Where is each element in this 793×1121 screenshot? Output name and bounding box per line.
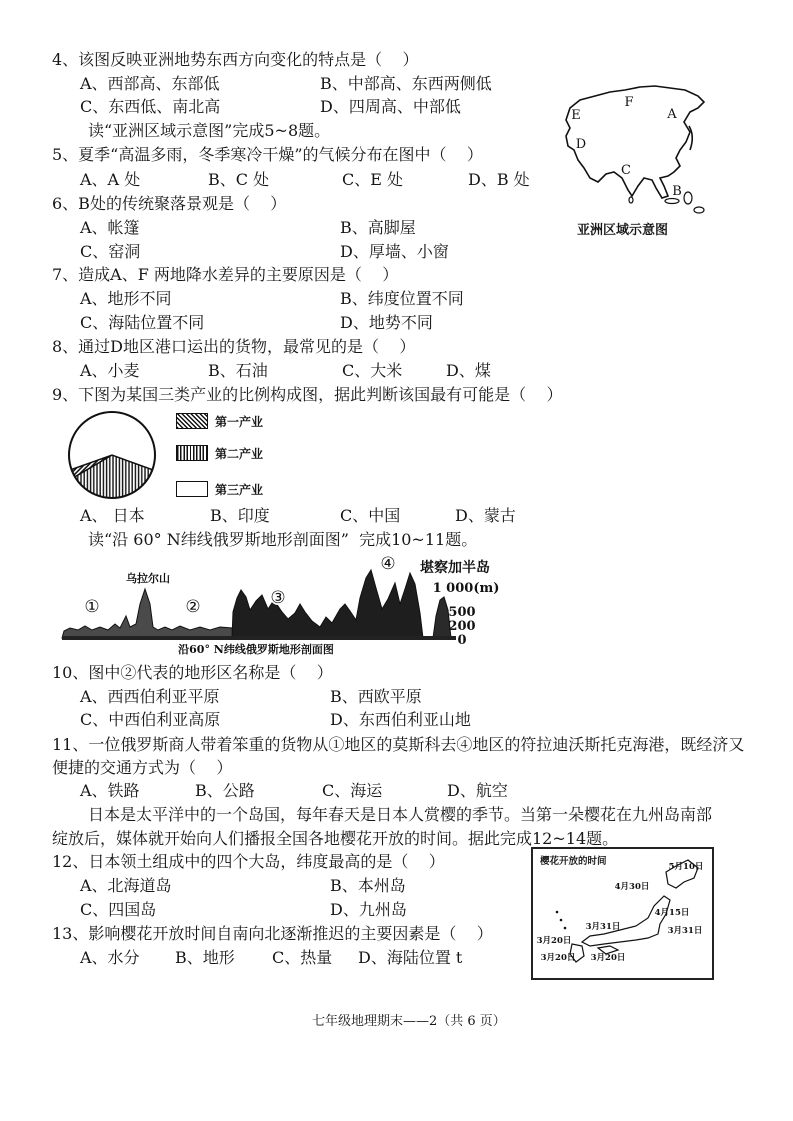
legend-swatch-secondary: [176, 445, 208, 461]
asia-map: [560, 80, 710, 220]
q13-stem: 13、影响樱花开放时间自南向北逐渐推迟的主要因素是（ ）: [52, 924, 493, 943]
profile-terrain-east: [232, 570, 423, 638]
q5-option-c: C、E 处: [342, 170, 404, 189]
q9-option-b: B、印度: [210, 506, 270, 525]
russia-profile-figure: [55, 548, 500, 662]
date-label: 3月20日: [590, 953, 626, 963]
q6-option-d: D、厚墙、小窗: [340, 242, 449, 261]
q12-stem: 12、日本领土组成中的四个大岛，纬度最高的是（ ）: [52, 852, 445, 871]
q6-option-b: B、高脚屋: [340, 218, 416, 237]
intro-10-11: 读“沿 60° N纬线俄罗斯地形剖面图” 完成10~11题。: [88, 530, 478, 549]
q11-option-c: C、海运: [322, 781, 383, 800]
date-label: 3月31日: [667, 926, 703, 936]
sri-lanka-shape: [629, 197, 633, 203]
legend-label-tertiary: 第三产业: [215, 483, 264, 497]
q12-option-c: C、四国岛: [80, 900, 157, 919]
q11-option-d: D、航空: [447, 781, 508, 800]
q12-option-d: D、九州岛: [330, 900, 407, 919]
q13-option-a: A、水分: [80, 948, 140, 967]
asia-outline: [566, 86, 704, 198]
date-label: 3月20日: [540, 953, 576, 963]
asia-label-c: C: [621, 163, 631, 178]
date-label: 3月20日: [536, 936, 572, 946]
q11-stem: 11、一位俄罗斯商人带着笨重的货物从①地区的莫斯科去④地区的符拉迪沃斯托克海港，既经济又: [52, 735, 745, 754]
q12-option-b: B、本州岛: [330, 876, 406, 895]
profile-baseline: [62, 636, 456, 640]
scale-label-1000: 1 000(m): [432, 581, 500, 596]
intro-5-8: 读“亚洲区域示意图”完成5~8题。: [88, 121, 331, 140]
q11-option-b: B、公路: [195, 781, 255, 800]
kamchatka-label: 堪察加半岛: [420, 560, 490, 576]
scale-label-500: 500: [448, 605, 476, 620]
q7-stem: 7、造成A、F 两地降水差异的主要原因是（ ）: [52, 265, 399, 284]
q11-stem-continued: 便捷的交通方式为（ ）: [52, 758, 233, 777]
legend-label-primary: 第一产业: [215, 415, 264, 429]
small-island-dot: [564, 927, 567, 930]
asia-label-f: F: [624, 95, 634, 110]
legend-swatch-tertiary: [176, 481, 208, 497]
asia-label-d: D: [575, 137, 587, 152]
q5-option-b: B、C 处: [208, 170, 270, 189]
passage-line-1: 日本是太平洋中的一个岛国，每年春天是日本人赏樱的季节。当第一朵樱花在九州岛南部: [88, 805, 713, 824]
profile-marker-3: ③: [270, 588, 286, 608]
q11-option-a: A、铁路: [80, 781, 140, 800]
q4-option-a: A、西部高、东部低: [80, 74, 220, 93]
ural-mountains-label: 乌拉尔山: [126, 572, 170, 585]
q12-option-a: A、北海道岛: [80, 876, 172, 895]
island-shape: [665, 199, 679, 204]
q10-option-a: A、西西伯利亚平原: [80, 687, 220, 706]
small-island-dot: [560, 919, 563, 922]
q10-option-d: D、东西伯利亚山地: [330, 710, 471, 729]
asia-label-b: B: [672, 184, 682, 199]
q9-option-c: C、中国: [340, 506, 401, 525]
q8-option-c: C、大米: [342, 361, 403, 380]
q10-stem: 10、图中②代表的地形区名称是（ ）: [52, 663, 333, 682]
small-island-dot: [556, 911, 559, 914]
q13-option-c: C、热量: [272, 948, 333, 967]
date-label: 4月15日: [654, 908, 690, 918]
q9-option-a: A、 日本: [80, 506, 145, 525]
q5-option-a: A、A 处: [80, 170, 141, 189]
passage-line-2: 绽放后，媒体就开始向人们播报全国各地樱花开放的时间。据此完成12~14题。: [52, 829, 619, 848]
page-footer: 七年级地理期末——2（共 6 页）: [312, 1014, 506, 1029]
q4-stem: 4、该图反映亚洲地势东西方向变化的特点是（ ）: [52, 50, 419, 69]
island-shape: [684, 192, 692, 204]
q6-option-c: C、窑洞: [80, 242, 141, 261]
q8-option-b: B、石油: [208, 361, 268, 380]
q7-option-c: C、海陆位置不同: [80, 313, 205, 332]
q6-option-a: A、帐篷: [80, 218, 140, 237]
q5-stem: 5、夏季“高温多雨，冬季寒冷干燥”的气候分布在图中（ ）: [52, 145, 483, 164]
q10-option-b: B、西欧平原: [330, 687, 422, 706]
q13-option-d: D、海陆位置 t: [358, 948, 463, 967]
asia-map-caption: 亚洲区域示意图: [577, 223, 669, 238]
japan-map-title: 樱花开放的时间: [540, 856, 607, 867]
q5-option-d: D、B 处: [468, 170, 530, 189]
scale-label-0: 0: [457, 633, 467, 648]
q7-option-a: A、地形不同: [80, 289, 172, 308]
q13-option-b: B、地形: [175, 948, 235, 967]
date-label: 3月31日: [585, 922, 621, 932]
profile-marker-4: ④: [380, 554, 396, 574]
profile-marker-2: ②: [185, 597, 201, 617]
q4-option-b: B、中部高、东西两侧低: [320, 74, 492, 93]
scale-label-200: 200: [448, 619, 476, 634]
legend-label-secondary: 第二产业: [215, 447, 264, 461]
date-label: 5月10日: [668, 862, 704, 872]
q6-stem: 6、B处的传统聚落景观是（ ）: [52, 194, 287, 213]
q7-option-b: B、纬度位置不同: [340, 289, 464, 308]
industry-pie-chart: [66, 409, 160, 503]
profile-caption: 沿60° N纬线俄罗斯地形剖面图: [178, 643, 334, 656]
q9-option-d: D、蒙古: [455, 506, 516, 525]
island-shape: [694, 207, 704, 213]
q8-option-d: D、煤: [446, 361, 491, 380]
legend-swatch-primary: [176, 413, 208, 429]
profile-marker-1: ①: [84, 597, 100, 617]
q8-option-a: A、小麦: [80, 361, 140, 380]
asia-label-a: A: [667, 107, 677, 122]
q9-stem: 9、下图为某国三类产业的比例构成图，据此判断该国最有可能是（ ）: [52, 385, 563, 404]
q10-option-c: C、中西伯利亚高原: [80, 710, 221, 729]
q4-option-d: D、四周高、中部低: [320, 97, 461, 116]
asia-label-e: E: [571, 108, 581, 123]
q4-option-c: C、东西低、南北高: [80, 97, 221, 116]
q7-option-d: D、地势不同: [340, 313, 433, 332]
q8-stem: 8、通过D地区港口运出的货物，最常见的是（ ）: [52, 337, 416, 356]
japan-cherry-map: [531, 847, 714, 980]
date-label: 4月30日: [614, 882, 650, 892]
